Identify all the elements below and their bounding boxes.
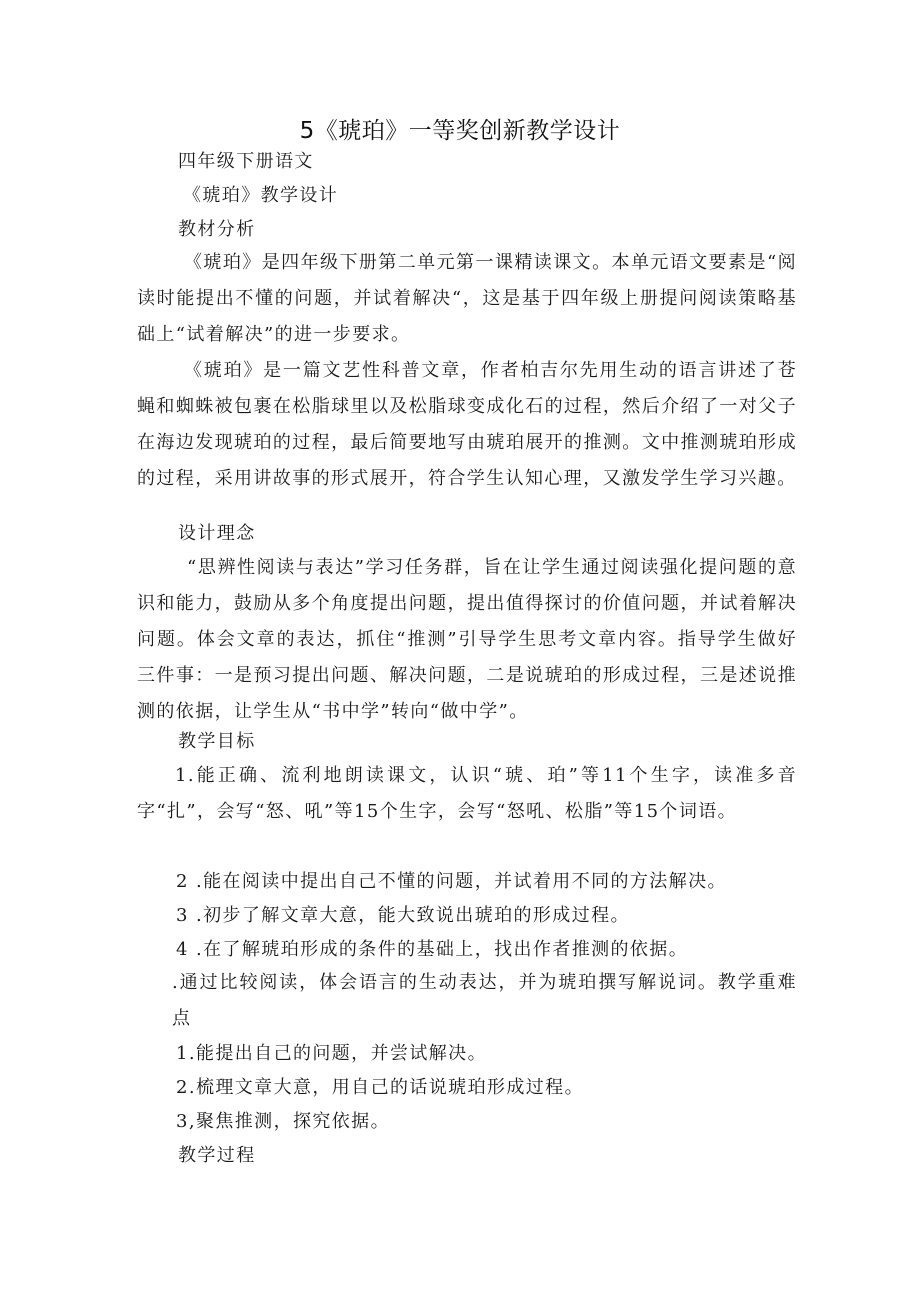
key-point-3: 3,聚焦推测，探究依据。 bbox=[176, 1111, 390, 1132]
section-heading-concept: 设计理念 bbox=[178, 523, 256, 544]
section-heading-material: 教材分析 bbox=[178, 219, 256, 240]
goal-item-4: 4 .在了解琥珀形成的条件的基础上，找出作者推测的依据。 bbox=[176, 939, 689, 960]
goal-item-1: 1.能正确、流利地朗读课文，认识“琥、珀”等11个生字，读准多音字“扎”，会写“怒、吼”等15个生字，会写“怒吼、松脂”等15个词语。 bbox=[137, 765, 797, 822]
grade-label: 四年级下册语文 bbox=[178, 151, 314, 172]
paragraph-material-2: 《琥珀》是一篇文艺性科普文章，作者柏吉尔先用生动的语言讲述了苍蝇和蜘蛛被包裹在松脂球里以及松脂球变成化石的过程，然后介绍了一对父子在海边发现琥珀的过程，最后简要地写由琥珀展开的推测。文中推测琥珀形成的过程，采用讲故事的形式展开，符合学生认知心理，又激发学生学习兴趣。 bbox=[137, 360, 797, 489]
key-point-2: 2.梳理文章大意，用自己的话说琥珀形成过程。 bbox=[176, 1077, 584, 1098]
paragraph-material-1: 《琥珀》是四年级下册第二单元第一课精读课文。本单元语文要素是“阅读时能提出不懂的问题，并试着解决“，这是基于四年级上册提问阅读策略基础上“试着解决”的进一步要求。 bbox=[137, 252, 797, 345]
goal-item-5: .通过比较阅读，体会语言的生动表达，并为琥珀撰写解说词。教学重难点 bbox=[172, 972, 797, 1029]
goal-item-3: 3 .初步了解文章大意，能大致说出琥珀的形成过程。 bbox=[176, 905, 630, 926]
paragraph-concept: “思辨性阅读与表达”学习任务群，旨在让学生通过阅读强化提问题的意识和能力，鼓励从多个角度提出问题，提出值得探讨的价值问题，并试着解决问题。体会文章的表达，抓住“推测”引导学生思考文章内容。指导学生做好三件事：一是预习提出问题、解决问题，二是说琥珀的形成过程，三是述说推测的依据，让学生从“书中学”转向“做中学”。 bbox=[137, 557, 797, 722]
key-point-1: 1.能提出自己的问题，并尝试解决。 bbox=[176, 1043, 487, 1064]
section-heading-goals: 教学目标 bbox=[178, 731, 256, 752]
document-title: 5《琥珀》一等奖创新教学设计 bbox=[299, 118, 621, 144]
design-subtitle: 《琥珀》教学设计 bbox=[183, 185, 339, 206]
goal-item-2: 2 .能在阅读中提出自己不懂的问题，并试着用不同的方法解决。 bbox=[176, 871, 727, 892]
section-heading-process: 教学过程 bbox=[178, 1145, 256, 1166]
